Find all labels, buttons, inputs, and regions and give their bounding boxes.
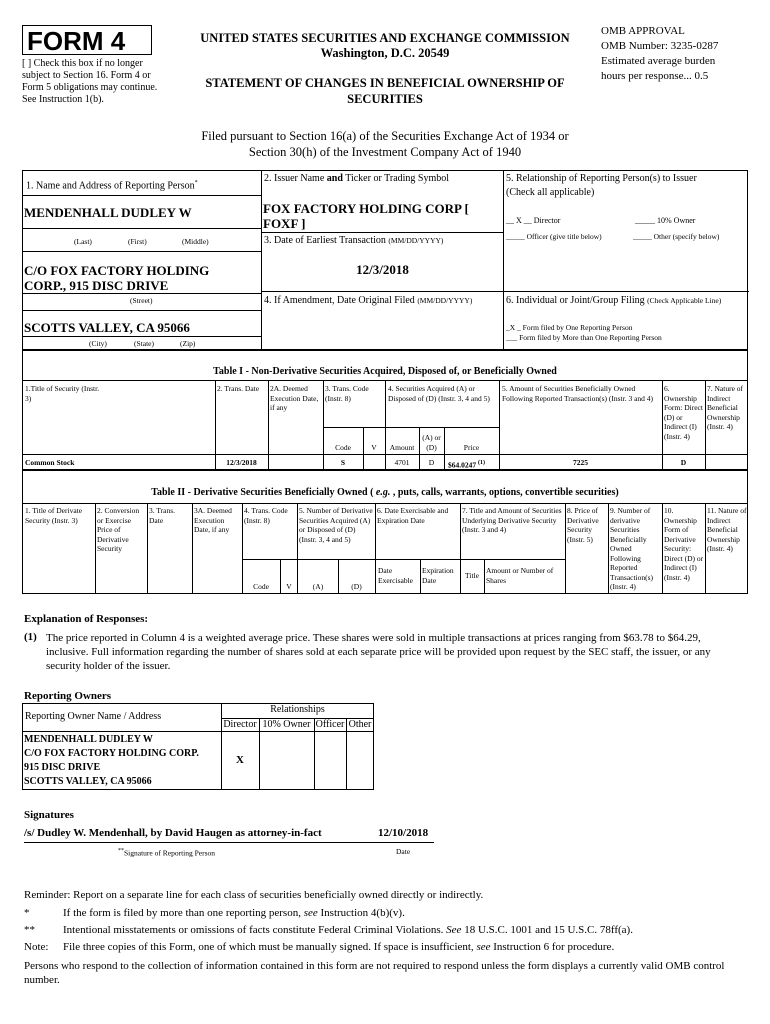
table2-title-pre: Table II - Derivative Securities Beneficially Owned (	[151, 487, 376, 498]
omb-approval: OMB APPROVAL	[601, 25, 685, 37]
earliest-transaction-date: 12/3/2018	[356, 262, 409, 277]
one-person-filing: _X _ Form filed by One Reporting Person	[506, 323, 633, 332]
box3-label-text: 3. Date of Earliest Transaction	[264, 235, 386, 246]
footnote-note-label: Note:	[24, 941, 49, 953]
footnote-star1-pre: If the form is filed by more than one reporting person,	[63, 907, 304, 919]
t1-row-owned: 7225	[573, 458, 588, 467]
other-checkbox: _____ Other (specify below)	[633, 232, 720, 241]
ro-col-other: Other	[348, 719, 372, 730]
footnote-note-post: Instruction 6 for procedure.	[490, 941, 615, 953]
more-person-filing: ___ Form filed by More than One Reporting Person	[506, 333, 662, 342]
divider-h2	[261, 291, 749, 292]
t1-col6-header: 6. Ownership Form: Direct (D) or Indirect (I) (Instr. 4)	[664, 384, 703, 441]
footnote-star2-pre: Intentional misstatements or omissions of facts constitute Federal Criminal Violations.	[63, 924, 447, 936]
t2-sub-a: (A)	[312, 582, 324, 591]
footnote-star2-post: 18 U.S.C. 1001 and 15 U.S.C. 78ff(a).	[461, 924, 633, 936]
street-line2: CORP., 915 DISC DRIVE	[24, 278, 169, 293]
signature-label	[118, 847, 215, 858]
box5-label-line1: 5. Relationship of Reporting Person(s) to Issuer	[506, 173, 697, 184]
t2-sub-amount: Amount or Number of Shares	[486, 566, 554, 585]
box2-label-post: Ticker or Trading Symbol	[342, 173, 450, 184]
t1-row-amount: 4701	[394, 458, 410, 467]
signature-label-stars: **	[118, 848, 124, 854]
signatures-heading: Signatures	[24, 809, 74, 821]
t2-v11	[705, 503, 706, 594]
first-label: (First)	[128, 237, 147, 246]
ro-col-officer: Officer	[315, 719, 345, 730]
issuer-line2: FOXF ]	[263, 216, 306, 231]
t1-sub-aord: (A) or (D)	[422, 433, 441, 452]
ro-col-name: Reporting Owner Name / Address	[25, 711, 162, 722]
ro-v1	[221, 703, 222, 790]
explanation-heading: Explanation of Responses:	[24, 613, 149, 625]
form-title: FORM 4	[27, 26, 126, 56]
box3-label-fmt: (MM/DD/YYYY)	[388, 236, 444, 245]
footnote-star1-text	[63, 907, 405, 920]
t2-col5-header: 5. Number of Derivative Securities Acquired (A) or Disposed of (D) (Instr. 3, 4 and 5)	[299, 506, 373, 544]
t2-v4	[242, 503, 243, 594]
t1-v5	[499, 380, 500, 470]
date-label: Date	[396, 847, 411, 856]
t2-sv3	[420, 559, 421, 594]
t1-row-code: S	[340, 458, 346, 467]
t2-col8-header: 8. Price of Derivative Security (Instr. 5)	[567, 506, 599, 544]
t2-sub-title: Title	[465, 571, 479, 580]
name-box-line	[22, 251, 262, 252]
t1-v4	[385, 380, 386, 470]
t1-row-title: Common Stock	[25, 458, 75, 467]
footnote-star2: **	[24, 924, 35, 936]
reminder: Reminder: Report on a separate line for each class of securities beneficially owned directly or indirectly.	[24, 889, 484, 901]
omb-notice: Persons who respond to the collection of information contained in this form are not required to respond unless the form displays a currently valid OMB control number.	[24, 960, 725, 986]
t2-v6	[375, 503, 376, 594]
footnote-star2-see: See	[446, 924, 462, 936]
last-label: (Last)	[74, 237, 92, 246]
t2-v1	[95, 503, 96, 594]
t1-row-form: D	[680, 458, 687, 467]
box4-label-text: 4. If Amendment, Date Original Filed	[264, 295, 415, 306]
ro-owner-line3: 915 DISC DRIVE	[24, 762, 101, 773]
t1-row-price-note: (1)	[478, 460, 485, 466]
signature-date: 12/10/2018	[378, 827, 429, 839]
t1-row-price: $64.0247	[448, 460, 477, 470]
table2-title	[22, 487, 748, 499]
checkbox-note	[22, 58, 172, 106]
footnote-star2-text	[63, 924, 633, 937]
t1-row-price-cell	[448, 459, 500, 470]
t2-sub-exp: Expiration Date	[422, 566, 454, 585]
footnote-star1: *	[24, 907, 30, 919]
t2-col6-header: 6. Date Exercisable and Expiration Date	[377, 506, 449, 525]
t2-v10	[662, 503, 663, 594]
t2-sub-v: V	[286, 582, 292, 591]
box3-label	[264, 235, 443, 247]
name-underline	[22, 228, 262, 229]
box6-label	[506, 295, 721, 307]
officer-checkbox: _____ Officer (give title below)	[506, 232, 602, 241]
t1-sub-code: Code	[335, 443, 351, 452]
street-underline	[22, 293, 262, 294]
t2-col3a-header: 3A. Deemed Execution Date, if any	[194, 506, 232, 534]
footnote-note-see: see	[476, 941, 491, 953]
t2-sv4	[484, 559, 485, 594]
t1-col2-header: 2. Trans. Date	[217, 384, 260, 393]
reporting-owners-heading: Reporting Owners	[24, 690, 112, 702]
ro-owner-address	[24, 733, 220, 789]
box2-label	[264, 173, 449, 185]
box2-label-and: and	[326, 173, 343, 184]
box4-label	[264, 295, 472, 307]
t1-col3-header: 3. Trans. Code (Instr. 8)	[325, 384, 369, 403]
ro-col-rel: Relationships	[270, 704, 325, 715]
t1-row-aord: D	[428, 458, 435, 467]
reporting-person-name: MENDENHALL DUDLEY W	[24, 205, 192, 220]
ro-owner-line2: C/O FOX FACTORY HOLDING CORP.	[24, 748, 199, 759]
signature-line	[24, 842, 434, 843]
box1-label-text: 1. Name and Address of Reporting Person	[26, 180, 195, 192]
street-label: (Street)	[130, 296, 153, 305]
t2-v2	[147, 503, 148, 594]
table1-sub-line	[323, 427, 499, 428]
omb-box	[601, 25, 761, 83]
city-label: (City)	[89, 339, 107, 348]
footnote-note-pre: File three copies of this Form, one of which must be manually signed. If space is insufficient,	[63, 941, 477, 953]
agency-location: Washington, D.C. 20549	[320, 46, 450, 60]
box6-label-note: (Check Applicable Line)	[647, 296, 722, 305]
box4-label-fmt: (MM/DD/YYYY)	[417, 296, 473, 305]
ro-h2	[22, 731, 374, 732]
filed-pursuant-line2: Section 30(h) of the Investment Company Act of 1940	[248, 145, 522, 159]
t1-col2a-header: 2A. Deemed Execution Date, if any	[270, 384, 319, 412]
explanation-note-text: The price reported in Column 4 is a weighted average price. These shares were sold in multiple transactions at prices ranging from $63.78 to $64.29, inclusive. Full information regarding the number of shares sold at each separate price will be provided upon request by the SEC staff, the issuer, or any security holder of the issuer.	[46, 632, 711, 672]
t1-v2	[268, 380, 269, 470]
t2-sub-code: Code	[253, 582, 269, 591]
t1-sub-v: V	[371, 443, 377, 452]
box1-asterisk: *	[194, 180, 198, 186]
ro-col-director: Director	[223, 719, 257, 730]
t1-col4-header: 4. Securities Acquired (A) or Disposed of (D) (Instr. 3, 4 and 5)	[388, 384, 490, 403]
t2-col9-header: 9. Number of derivative Securities Beneficially Owned Following Reported Transaction(s) (Instr. 4)	[610, 506, 654, 591]
form-title-box	[22, 25, 152, 55]
t2-col4-header: 4. Trans. Code (Instr. 8)	[244, 506, 288, 525]
omb-burden-1: Estimated average burden	[601, 55, 716, 67]
director-checkbox: __ X __ Director	[506, 216, 561, 225]
t1-col5-header: 5. Amount of Securities Beneficially Owned Following Reported Transaction(s) (Instr. 3 and 4)	[502, 384, 654, 403]
street-line1: C/O FOX FACTORY HOLDING	[24, 263, 210, 278]
omb-number: OMB Number: 3235-0287	[601, 40, 719, 52]
signature-label-text: Signature of Reporting Person	[124, 848, 216, 858]
divider-2	[503, 170, 504, 350]
box5-label	[506, 173, 746, 199]
ro-owner-line1: MENDENHALL DUDLEY W	[24, 734, 153, 745]
ro-col-10pct: 10% Owner	[262, 719, 311, 730]
t2-v8	[565, 503, 566, 594]
checkbox-note-text: [ ] Check this box if no longer subject to Section 16. Form 4 or Form 5 obligations may continue. See Instruction 1(b).	[22, 58, 158, 105]
box1-label	[26, 177, 198, 192]
t1-v7	[705, 380, 706, 470]
t2-col1-header: 1. Title of Derivate Security (Instr. 3)	[25, 506, 83, 525]
t1-sub-price: Price	[463, 443, 480, 452]
t2-v3	[192, 503, 193, 594]
omb-burden-2: hours per response... 0.5	[601, 70, 709, 82]
footnote-star1-see: see	[303, 907, 318, 919]
t2-sub-d: (D)	[351, 582, 362, 591]
t2-col10-header: 10. Ownership Form of Derivative Security: Direct (D) or Indirect (I) (Instr. 4)	[664, 506, 704, 582]
ro-owner-line4: SCOTTS VALLEY, CA 95066	[24, 776, 152, 787]
city-line: SCOTTS VALLEY, CA 95066	[24, 320, 190, 335]
divider-h1	[261, 232, 504, 233]
table2-title-eg: e.g.	[375, 487, 391, 498]
table1-title: Table I - Non-Derivative Securities Acquired, Disposed of, or Beneficially Owned	[213, 366, 557, 377]
t1-v6	[662, 380, 663, 470]
ro-director-mark: X	[236, 754, 244, 766]
table2-sub-line	[242, 559, 565, 560]
footnote-star1-post: Instruction 4(b)(v).	[317, 907, 405, 919]
filed-pursuant-line1: Filed pursuant to Section 16(a) of the Securities Exchange Act of 1934 or	[201, 129, 569, 143]
ten-pct-owner-checkbox: _____ 10% Owner	[635, 216, 696, 225]
issuer-line1: FOX FACTORY HOLDING CORP [	[263, 201, 469, 216]
t2-v5	[297, 503, 298, 594]
t1-v3	[323, 380, 324, 470]
t1-col7-header: 7. Nature of Indirect Beneficial Ownership (Instr. 4)	[707, 384, 744, 431]
signature-text: /s/ Dudley W. Mendenhall, by David Haugen as attorney-in-fact	[24, 827, 322, 839]
zip-label: (Zip)	[180, 339, 196, 348]
agency-name: UNITED STATES SECURITIES AND EXCHANGE COMMISSION	[200, 31, 570, 45]
footnote-note-text	[63, 941, 614, 954]
box6-label-text: 6. Individual or Joint/Group Filing	[506, 295, 645, 306]
street-box-line	[22, 310, 262, 311]
box1-label-line	[22, 195, 262, 196]
city-underline	[22, 336, 262, 337]
table2-title-line	[22, 503, 748, 504]
middle-label: (Middle)	[182, 237, 209, 246]
t2-col7-header: 7. Title and Amount of Securities Underlying Derivative Security (Instr. 3 and 4)	[462, 506, 562, 534]
filed-pursuant	[150, 128, 620, 160]
t2-sub-date-ex: Date Exercisable	[378, 566, 413, 585]
explanation-note-num: (1)	[24, 631, 37, 643]
divider-1	[261, 170, 262, 350]
state-label: (State)	[134, 339, 154, 348]
box5-label-line2: (Check all applicable)	[506, 187, 595, 198]
box2-label-pre: 2. Issuer Name	[264, 173, 327, 184]
t2-col2-header: 2. Conversion or Exercise Price of Derivative Security	[97, 506, 140, 553]
t1-col1-header: 1.Title of Security (Instr. 3)	[25, 384, 100, 403]
t2-col3-header: 3. Trans. Date	[149, 506, 176, 525]
t2-col11-header: 11. Nature of Indirect Beneficial Ownership (Instr. 4)	[707, 506, 747, 553]
t1-v1	[215, 380, 216, 470]
t1-sub-amount: Amount	[389, 443, 415, 452]
t2-v9	[608, 503, 609, 594]
statement-title: STATEMENT OF CHANGES IN BENEFICIAL OWNERSHIP OF SECURITIES	[205, 76, 565, 106]
table2-title-post: , puts, calls, warrants, options, convertible securities)	[390, 487, 619, 498]
t1-row-date: 12/3/2018	[226, 458, 257, 467]
